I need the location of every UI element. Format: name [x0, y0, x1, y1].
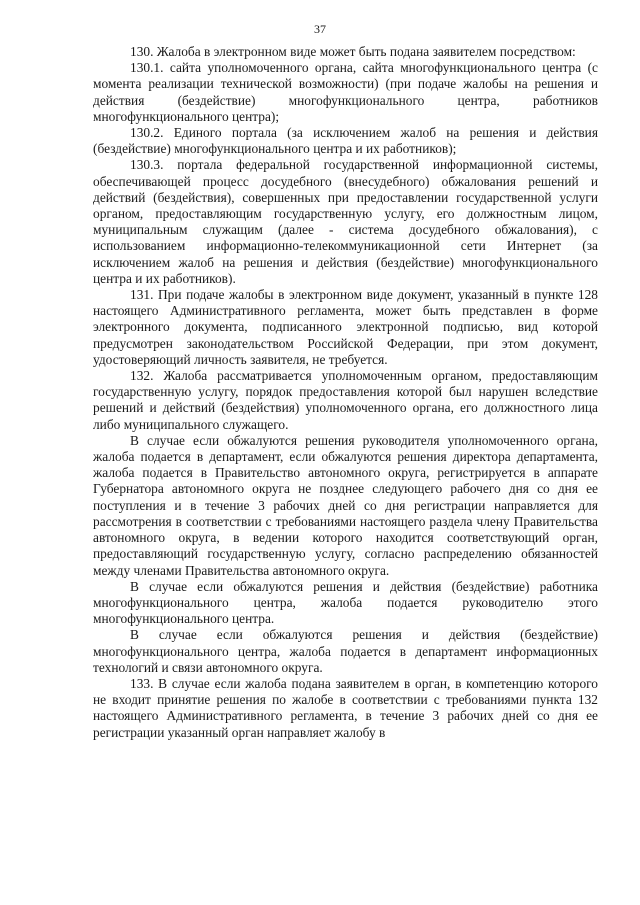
paragraph-130-2: 130.2. Единого портала (за исключением жалоб на решения и действия (бездействие) многофункционального центра и их работников); [93, 125, 598, 157]
paragraph-130: 130. Жалоба в электронном виде может быть подана заявителем посредством: [130, 44, 576, 59]
paragraph-132-mfc: В случае если обжалуются решения и действия (бездействие) многофункционального центра, жалоба подается в департамент информационных технологий и связи автономного округа. [93, 627, 598, 675]
paragraph-131: 131. При подаче жалобы в электронном виде документ, указанный в пункте 128 настоящего Административного регламента, может быть представлен в форме электронного документа, подписанного электронной подписью, вид которой предусмотрен законодательством Российской Федерации, при этом документ, удостоверяющий личность заявителя, не требуется. [93, 287, 598, 367]
paragraph-130-1: 130.1. сайта уполномоченного органа, сайта многофункционального центра (с момента реализации технической возможности) (при подаче жалобы на решения и действия (бездействие) многофункционального центра, работников многофункционального центра); [93, 60, 598, 124]
paragraph-130-3: 130.3. портала федеральной государственной информационной системы, обеспечивающей процесс досудебного (внесудебного) обжалования решений и действий (бездействия), совершенных при предоставлении государственной услуги органом, предоставляющим государственную услугу, его должностным лицом, муниципальным служащим (далее - система досудебного обжалования), с использованием информационно-телекоммуникационной сети Интернет (за исключением жалоб на решения и действия (бездействие) многофункционального центра и их работников). [93, 157, 598, 286]
paragraph-132-mfc-worker: В случае если обжалуются решения и действия (бездействие) работника многофункционального центра, жалоба подается руководителю этого многофункционального центра. [93, 578, 598, 627]
paragraph-132-head: В случае если обжалуются решения руководителя уполномоченного органа, жалоба подается в департамент, если обжалуются решения директора департамента, жалоба подается в Правительство автономного округа, регистрируется в аппарате Губернатора автономного округа не позднее следующего рабочего дня со дня ее поступления и в течение 3 рабочих дней со дня регистрации направляется для рассмотрения в соответствии с требованиями настоящего раздела члену Правительства автономного округа, в ведении которого находится соответствующий орган, предоставляющий государственную услугу, согласно распределению обязанностей между членами Правительства автономного округа. [93, 432, 598, 578]
paragraph-132: 132. Жалоба рассматривается уполномоченным органом, предоставляющим государственную услугу, порядок предоставления которой был нарушен вследствие решений и действий (бездействия) уполномоченного органа, его должностного лица либо муниципального служащего. [93, 368, 598, 432]
document-body [93, 44, 598, 741]
page-number: 37 [314, 22, 326, 36]
paragraph-133: 133. В случае если жалоба подана заявителем в орган, в компетенцию которого не входит принятие решения по жалобе в соответствии с требованиями пункта 132 настоящего Административного регламента, в течение 3 рабочих дней со дня ее регистрации указанный орган направляет жалобу в [93, 675, 598, 740]
